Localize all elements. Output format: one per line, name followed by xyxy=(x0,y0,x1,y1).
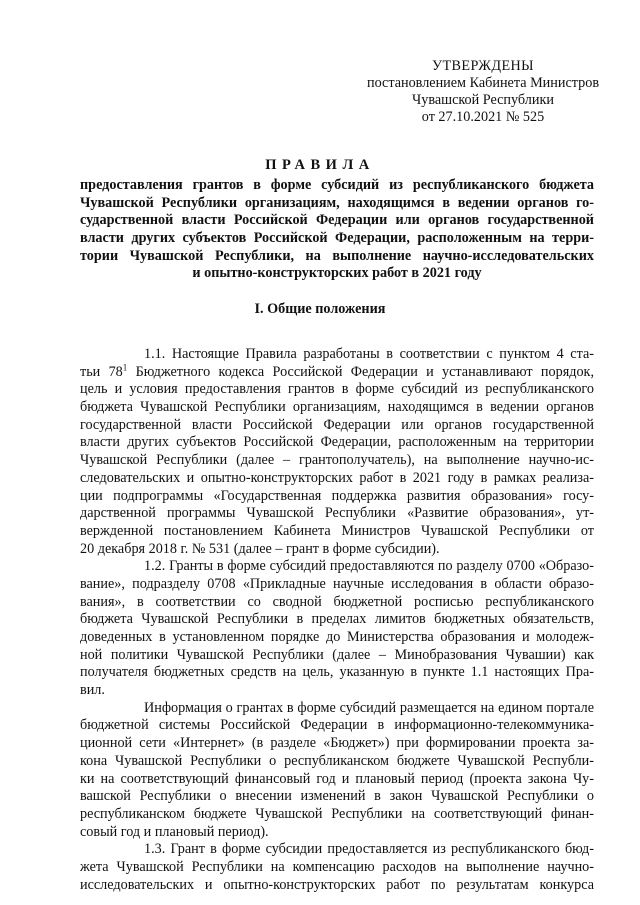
footnote-superscript: 1 xyxy=(122,361,128,372)
body-line: доведенных в установленном порядке до Министерства образования и молодеж- xyxy=(80,629,594,645)
body-line: вашской Республики о внесении изменений в закон Чувашской Республики о xyxy=(80,788,594,805)
body-line xyxy=(80,361,594,382)
body-line: государственной власти Российской Федерации или органов государственной xyxy=(80,416,594,433)
body-line: дарственной программы Чувашской Республики «Развитие образования», ут- xyxy=(80,505,594,522)
body-line: вил. xyxy=(80,682,105,699)
subtitle-line: и опытно-конструкторских работ в 2021 году xyxy=(192,265,482,282)
approval-date: от 27.10.2021 № 525 xyxy=(421,109,545,125)
body-line: республиканском бюджете Чувашской Республики на соответствующий финан- xyxy=(80,805,594,822)
body-line: следовательских и опытно-конструкторских работ в 2021 году в рамках реализа- xyxy=(80,469,594,486)
body-line: Чувашской Республики (далее – грантополучатель), на выполнение научно-ис- xyxy=(80,452,594,469)
approval-heading: УТВЕРЖДЕНЫ xyxy=(432,58,534,74)
body-line: 1.3. Грант в форме субсидии предоставляется из республиканского бюд- xyxy=(144,841,594,858)
body-line: 1.2. Гранты в форме субсидий предоставляются по разделу 0700 «Образо- xyxy=(144,558,594,575)
subtitle-line: Чувашской Республики организациям, находящимся в ведении органов го- xyxy=(80,194,594,211)
body-line: кона Чувашской Республики о республиканском бюджете Чувашской Республи- xyxy=(80,752,594,769)
section-heading: I. Общие положения xyxy=(254,301,386,317)
body-line: исследовательских и опытно-конструкторских работ по результатам конкурса xyxy=(80,876,594,893)
body-line: вание», подразделу 0708 «Прикладные научные исследования в области образо- xyxy=(80,575,594,592)
body-line: бюджета Чувашской Республики организациям, находящимся в ведении органов xyxy=(80,399,594,416)
subtitle-line: предоставления грантов в форме субсидий из республиканского бюджета xyxy=(80,177,594,193)
body-line: бюджета Чувашской Республики в пределах лимитов бюджетных обязательств, xyxy=(80,611,594,628)
document-subtitle xyxy=(80,177,594,283)
body-line: вания», в соответствии со сводной бюджетной росписью республиканского xyxy=(80,593,594,610)
document-body xyxy=(80,346,594,894)
body-line: ционной сети «Интернет» (в разделе «Бюджет») при формировании проекта за- xyxy=(80,735,594,752)
body-line: 20 декабря 2018 г. № 531 (далее – грант в форме субсидии). xyxy=(80,540,440,557)
body-line: ной политики Чувашской Республики (далее – Минобразования Чувашии) как xyxy=(80,646,594,663)
body-line: бюджетной системы Российской Федерации в информационно-телекоммуника- xyxy=(80,717,594,734)
body-line: вержденной постановлением Кабинета Министров Чувашской Республики от xyxy=(80,522,594,539)
body-line: власти других субъектов Российской Федерации, расположенным на территории xyxy=(80,434,594,451)
subtitle-line: власти других субъектов Российской Федерации, расположенным на терри- xyxy=(80,230,594,247)
approval-line: постановлением Кабинета Министров xyxy=(366,75,600,91)
approval-stamp xyxy=(358,58,608,126)
body-line: Информация о грантах в форме субсидий размещается на едином портале xyxy=(144,699,594,716)
body-line: жета Чувашской Республики на компенсацию расходов на выполнение научно- xyxy=(80,858,594,875)
body-line: совый год и плановый период). xyxy=(80,823,269,840)
subtitle-line: тории Чувашской Республики, на выполнение научно-исследовательских xyxy=(80,247,594,264)
body-line: ки на соответствующий финансовый год и плановый период (проекта закона Чу- xyxy=(80,770,594,787)
body-line: ции подпрограммы «Государственная поддержка развития образования» госу- xyxy=(80,487,594,504)
subtitle-line: сударственной власти Российской Федерации или органов государственной xyxy=(80,212,594,229)
body-line: цель и условия предоставления грантов в форме субсидий из республиканского xyxy=(80,381,594,398)
approval-line: Чувашской Республики xyxy=(412,92,554,108)
body-text: тьи 78 xyxy=(80,363,123,380)
body-line: получателя бюджетных средств на цель, указанную в пункте 1.1 настоящих Пра- xyxy=(80,664,594,681)
body-text: Бюджетного кодекса Российской Федерации и устанавливают порядок, xyxy=(127,363,594,380)
body-line: 1.1. Настоящие Правила разработаны в соответствии с пунктом 4 ста- xyxy=(144,346,594,362)
document-title: ПРАВИЛА xyxy=(265,157,375,173)
